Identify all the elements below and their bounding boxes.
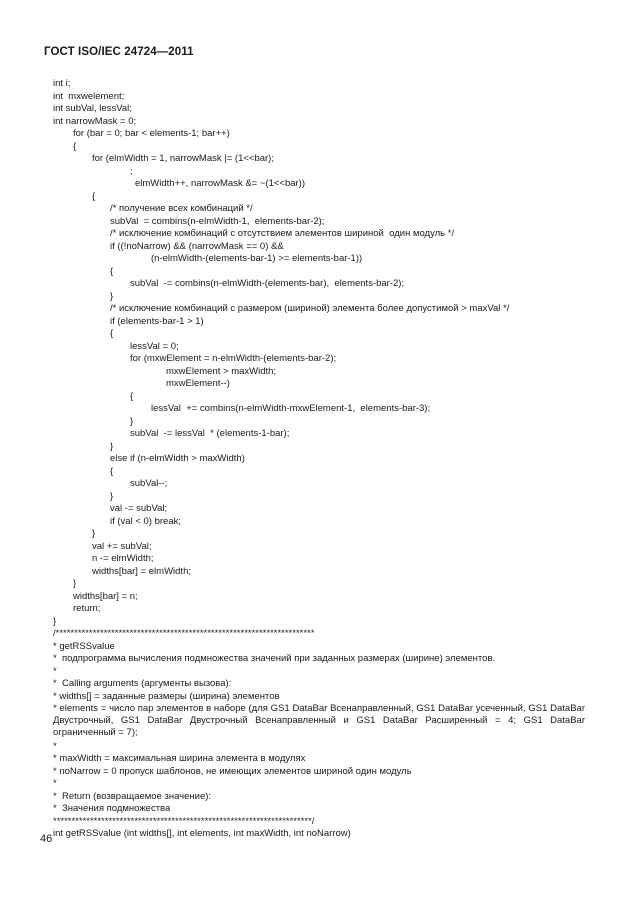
code-line: /********************************************************************** [53, 628, 315, 639]
code-line: subVal--; [130, 478, 168, 489]
code-line: * подпрограмма вычисления подмножества значений при заданных размерах (ширине) элементов. [53, 653, 496, 664]
code-line: * elements = число пар элементов в наборе (для GS1 DataBar Всенаправленный, GS1 DataBar усеченный, GS1 DataBar Двустрочный, GS1 DataBar Двустрочный Всенаправленный и GS1 DataBar Расширенный = 4; GS1 DataBar ограниченный = 7); [53, 703, 585, 738]
code-line: } [92, 528, 96, 539]
code-line: if (val < 0) break; [110, 515, 182, 527]
code-line: mxwElement > maxWidth; [166, 365, 277, 377]
code-line: * getRSSvalue [53, 640, 115, 652]
code-line: int narrowMask = 0; [53, 115, 137, 127]
code-line: } [130, 415, 134, 427]
code-line: (n-elmWidth-(elements-bar-1) >= elements-bar-1)) [151, 253, 363, 264]
code-line: lessVal = 0; [130, 340, 179, 352]
code-line: } [53, 615, 57, 627]
code-line: if (elements-bar-1 > 1) [110, 315, 204, 327]
code-line: n -= elmWidth; [92, 553, 154, 564]
code-line: /* исключение комбинаций с размером (шириной) элемента более допустимой > maxVal */ [110, 303, 510, 314]
code-line: { [130, 390, 134, 402]
code-line: * widths[] = заданные размеры (ширина) элементов [53, 690, 280, 702]
page-header: ГОСТ ISO/IEC 24724—2011 [44, 46, 194, 58]
code-line: * [53, 665, 57, 677]
code-line: for (bar = 0; bar < elements-1; bar++) [73, 128, 230, 139]
code-line: int mxwelement; [53, 90, 125, 102]
code-line: * Calling arguments (аргументы вызова): [53, 678, 232, 689]
code-line: * Значения подмножества [53, 803, 171, 814]
code-line: } [110, 440, 114, 452]
code-line: /* исключение комбинаций с отсутствием элементов шириной один модуль */ [110, 228, 455, 239]
code-line: int i; [53, 78, 71, 89]
code-line: for (elmWidth = 1, narrowMask |= (1<<bar); [92, 153, 274, 164]
code-line: /* получение всех комбинаций */ [110, 203, 253, 214]
code-line: widths[bar] = n; [73, 590, 138, 602]
code-line: subVal -= lessVal * (elements-1-bar); [130, 428, 290, 439]
code-line: else if (n-elmWidth > maxWidth) [110, 453, 245, 464]
code-line: lessVal += combins(n-elmWidth-mxwElement-1, elements-bar-3); [151, 403, 431, 414]
code-line: * Return (возвращаемое значение): [53, 790, 212, 802]
code-line: ; [130, 165, 133, 177]
code-line: widths[bar] = elmWidth; [92, 565, 191, 577]
code-line: if ((!noNarrow) && (narrowMask == 0) && [110, 240, 284, 252]
code-line: int getRSSvalue (int widths[], int elements, int maxWidth, int noNarrow) [53, 828, 351, 839]
code-line: return; [73, 603, 101, 614]
code-line: * noNarrow = 0 пропуск шаблонов, не имеющих элементов шириной один модуль [53, 765, 412, 777]
code-line: * maxWidth = максимальная ширина элемента в модулях [53, 753, 306, 764]
code-line: elmWidth++, narrowMask &= ~(1<<bar)) [135, 178, 306, 189]
code-line: val += subVal; [92, 540, 152, 552]
code-line: subVal -= combins(n-elmWidth-(elements-bar), elements-bar-2); [130, 278, 405, 289]
code-line: } [110, 290, 114, 302]
code-line: } [73, 578, 77, 589]
code-line: val -= subVal; [110, 503, 168, 514]
code-line: subVal = combins(n-elmWidth-1, elements-bar-2); [110, 215, 325, 227]
code-line: for (mxwElement = n-elmWidth-(elements-bar-2); [130, 353, 337, 364]
code-line: mxwElement--) [166, 378, 230, 389]
code-line: * [53, 778, 57, 789]
code-line: } [110, 490, 114, 502]
code-line: * [53, 740, 57, 752]
code-line: { [92, 190, 96, 202]
page-number: 46 [40, 833, 53, 845]
code-line: { [73, 140, 77, 152]
code-line: int subVal, lessVal; [53, 103, 132, 114]
code-line: { [110, 265, 114, 277]
code-line: { [110, 465, 114, 477]
code-line: { [110, 328, 114, 339]
code-line: **********************************************************************/ [53, 815, 315, 827]
